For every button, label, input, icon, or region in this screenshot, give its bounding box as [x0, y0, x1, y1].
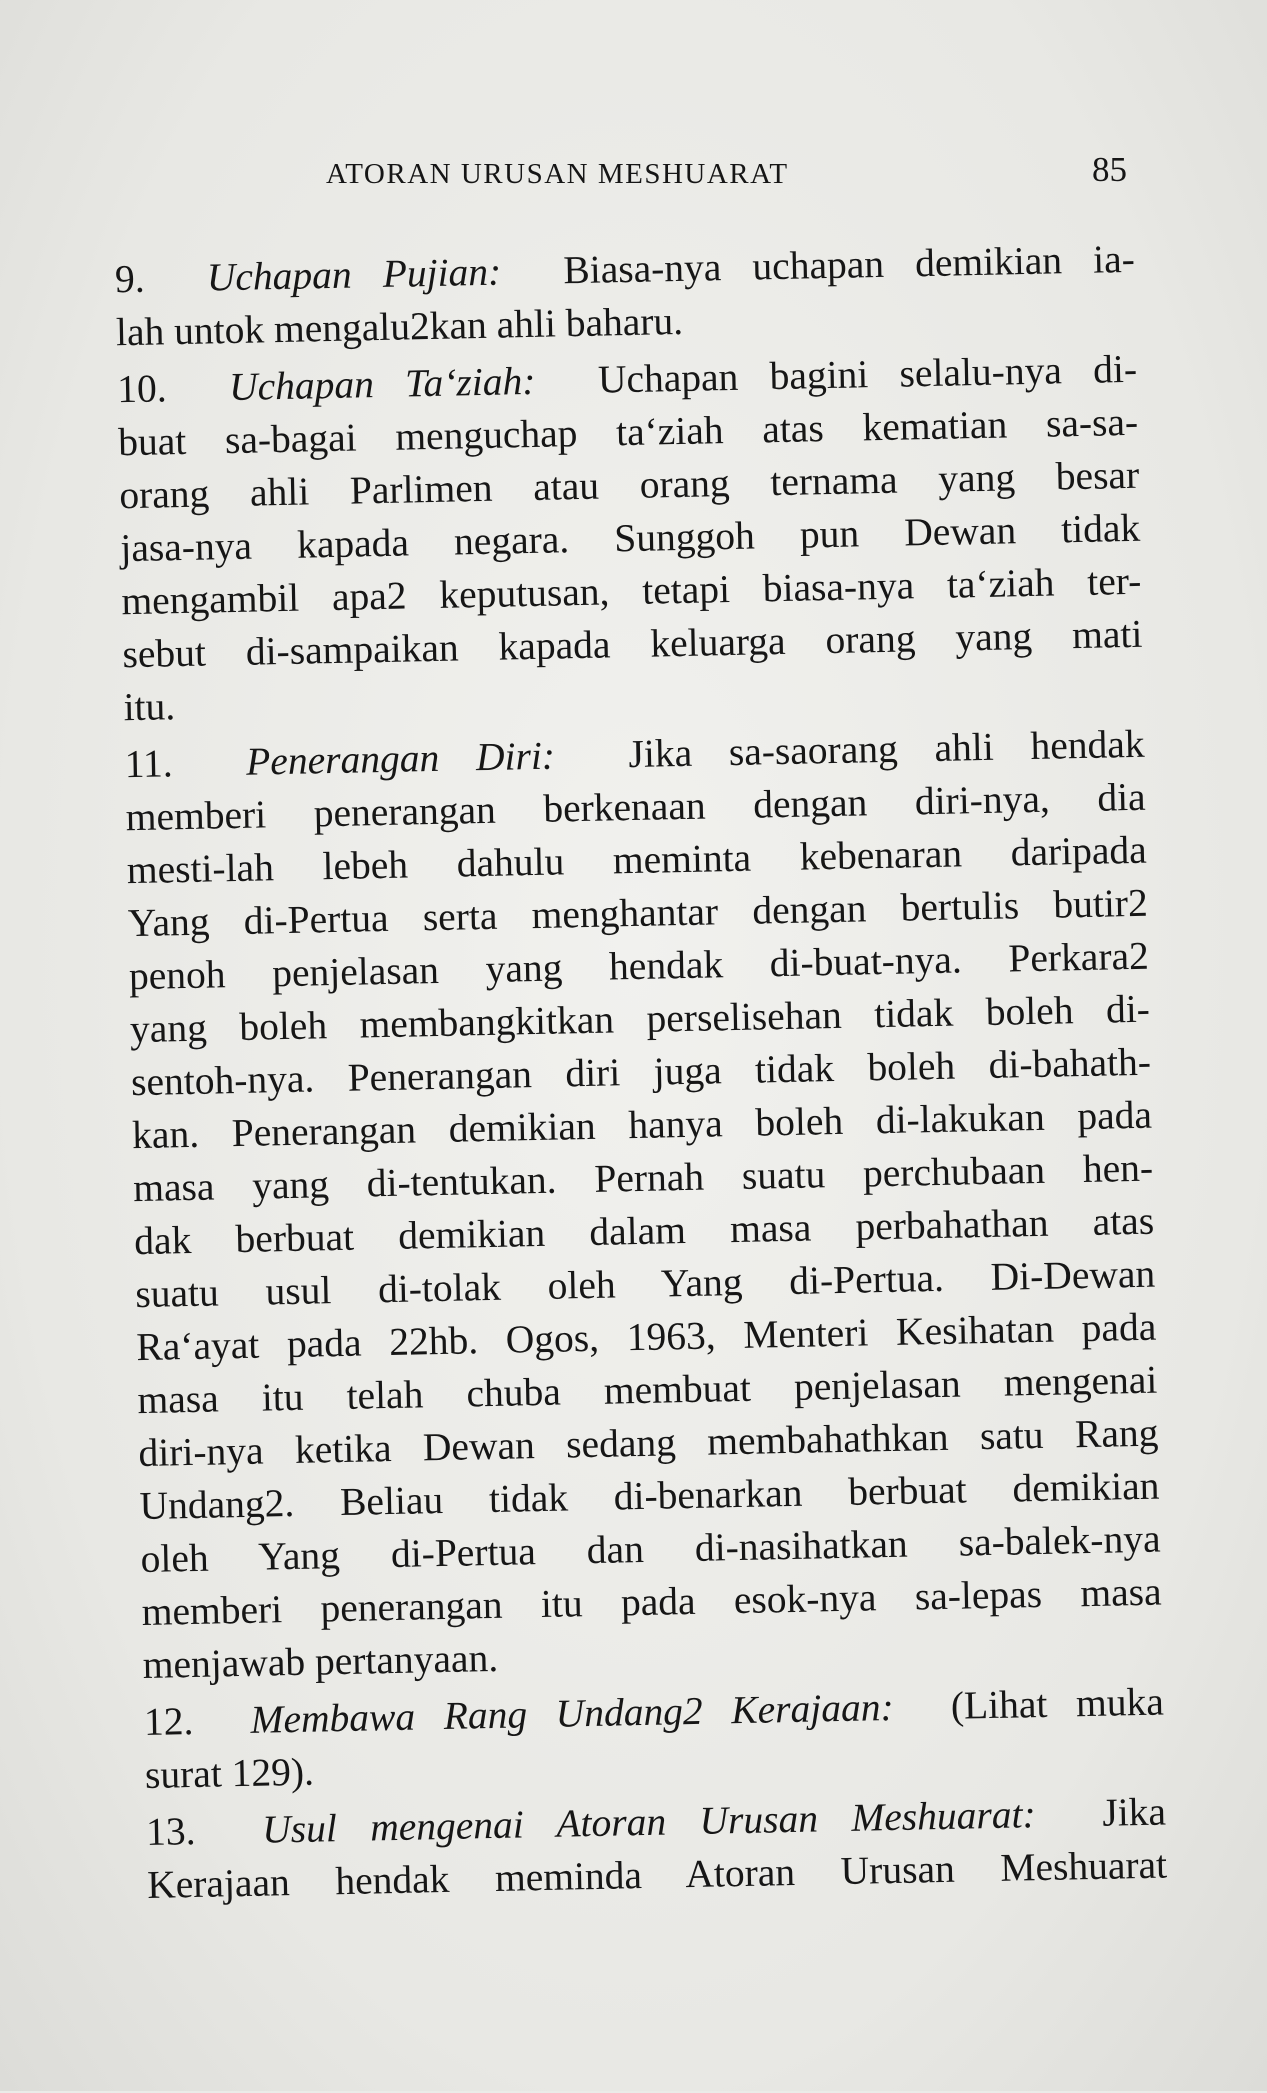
text-line: lah untok mengalu2kan ahli baharu. — [115, 298, 684, 355]
section-number: 10. — [116, 366, 167, 412]
text-line: mengambil apa2 keputusan, tetapi biasa-nya ta‘ziah ter- — [121, 558, 1142, 624]
text-line: sentoh-nya. Penerangan diri juga tidak boleh di-bahath- — [130, 1039, 1152, 1105]
section-heading: Usul mengenai Atoran Urusan Meshuarat: — [261, 1792, 1037, 1852]
section-heading: Uchapan Ta‘ziah: — [228, 358, 536, 410]
text-line: Ra‘ayat pada 22hb. Ogos, 1963, Menteri Kesihatan pada — [135, 1304, 1157, 1370]
text-line: surat 129). — [144, 1749, 315, 1797]
text-line: buat sa-bagai menguchap ta‘ziah atas kematian sa-sa- — [117, 399, 1139, 465]
page-number: 85 — [1092, 150, 1127, 189]
text-line: orang ahli Parlimen atau orang ternama yang besar — [118, 452, 1140, 518]
section-heading: Penerangan Diri: — [245, 733, 556, 784]
text-line: memberi penerangan itu pada esok-nya sa-lepas masa — [141, 1569, 1162, 1635]
section-heading: Membawa Rang Undang2 Kerajaan: — [250, 1684, 895, 1742]
section-number: 11. — [124, 741, 174, 787]
text-line: oleh Yang di-Pertua dan di-nasihatkan sa-balek-nya — [140, 1516, 1161, 1582]
text-line: Yang di-Pertua serta menghantar dengan bertulis butir2 — [127, 880, 1149, 946]
text-line: masa yang di-tentukan. Pernah suatu perchubaan hen- — [132, 1145, 1154, 1211]
text-line: suatu usul di-tolak oleh Yang di-Pertua. Di-Dewan — [134, 1251, 1156, 1317]
section-12-first-line — [143, 1679, 1165, 1745]
section-10-first-line — [116, 346, 1138, 412]
text-line: mesti-lah lebeh dahulu meminta kebenaran daripada — [126, 827, 1148, 893]
text-line: menjawab pertanyaan. — [142, 1635, 499, 1688]
text-line: Biasa-nya uchapan demikian ia- — [562, 236, 1136, 293]
text-line: diri-nya ketika Dewan sedang membahathkan satu Rang — [138, 1410, 1159, 1476]
text-line: sebut di-sampaikan kapada keluarga orang yang mati — [122, 611, 1143, 677]
text-line: Jika — [1101, 1789, 1167, 1835]
text-line: Uchapan bagini selalu-nya di- — [597, 346, 1138, 402]
text-line: memberi penerangan berkenaan dengan diri-nya, dia — [125, 774, 1147, 840]
text-line: Kerajaan hendak meminda Atoran Urusan Meshuarat — [146, 1842, 1168, 1907]
text-line: (Lihat muka — [950, 1679, 1165, 1728]
text-line: masa itu telah chuba membuat penjelasan mengenai — [137, 1357, 1158, 1423]
section-number: 12. — [143, 1699, 194, 1745]
text-line: Jika sa-saorang ahli hendak — [628, 721, 1145, 777]
section-number: 13. — [145, 1809, 196, 1854]
text-line: itu. — [123, 684, 176, 730]
section-9-first-line — [114, 236, 1136, 302]
section-11-first-line — [124, 721, 1145, 787]
text-line: jasa-nya kapada negara. Sunggoh pun Dewan tidak — [119, 505, 1141, 571]
running-title: ATORAN URUSAN MESHUARAT — [326, 158, 789, 190]
text-line: kan. Penerangan demikian hanya boleh di-lakukan pada — [131, 1092, 1153, 1158]
text-line: dak berbuat demikian dalam masa perbahathan atas — [133, 1198, 1155, 1264]
text-line: Undang2. Beliau tidak di-benarkan berbuat demikian — [139, 1463, 1160, 1529]
text-line: yang boleh membangkitkan perselisehan tidak boleh di- — [129, 986, 1151, 1052]
section-heading: Uchapan Pujian: — [206, 249, 502, 300]
section-number: 9. — [114, 256, 146, 302]
section-13-first-line — [145, 1789, 1167, 1854]
text-line: penoh penjelasan yang hendak di-buat-nya. Perkara2 — [128, 933, 1150, 999]
